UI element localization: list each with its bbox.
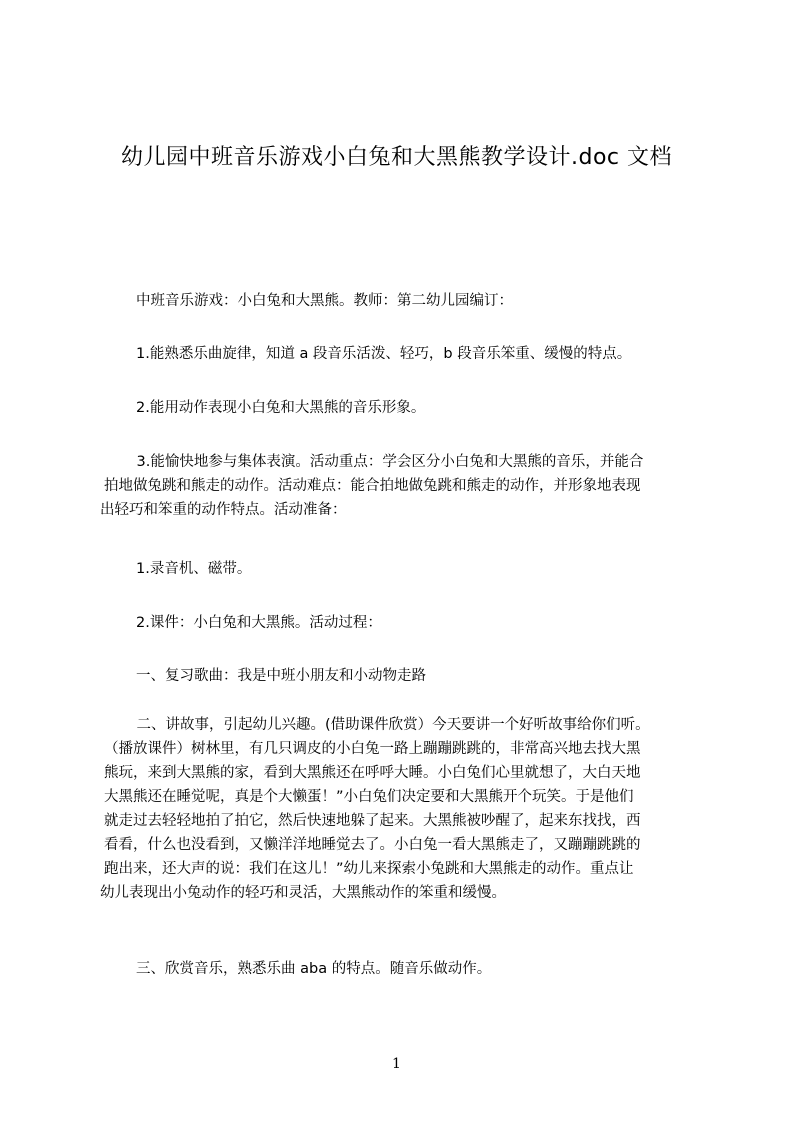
paragraph-goal-2: 2.能用动作表现小白兔和大黑熊的音乐形象。	[136, 400, 426, 416]
page-number: 1	[392, 1056, 401, 1072]
paragraph-step-2	[100, 713, 700, 905]
paragraph-step-1: 一、复习歌曲：我是中班小朋友和小动物走路	[136, 668, 426, 684]
paragraph-line: 就走过去轻轻地拍了拍它，然后快速地躲了起来。大黑熊被吵醒了，起来东找找，西	[104, 813, 641, 829]
paragraph-line: 熊玩，来到大黑熊的家，看到大黑熊还在呼呼大睡。小白兔们心里就想了，大白天地	[104, 765, 641, 781]
paragraph-prep-2: 2.课件：小白兔和大黑熊。活动过程：	[136, 615, 382, 631]
paragraph-line: 拍地做兔跳和熊走的动作。活动难点：能合拍地做兔跳和熊走的动作，并形象地表现	[104, 478, 641, 494]
document-title: 幼儿园中班音乐游戏小白兔和大黑熊教学设计.doc 文档	[120, 145, 672, 170]
paragraph-line: 看看，什么也没看到，又懒洋洋地睡觉去了。小白兔一看大黑熊走了，又蹦蹦跳跳的	[104, 837, 641, 853]
paragraph-line: 幼儿表现出小兔动作的轻巧和灵活，大黑熊动作的笨重和缓慢。	[100, 885, 506, 901]
paragraph-goal-1: 1.能熟悉乐曲旋律，知道 a 段音乐活泼、轻巧，b 段音乐笨重、缓慢的特点。	[136, 346, 632, 362]
paragraph-line: 二、讲故事，引起幼儿兴趣。(借助课件欣赏）今天要讲一个好听故事给你们听。	[122, 717, 650, 733]
paragraph-line: 大黑熊还在睡觉呢，真是个大懒蛋！”小白兔们决定要和大黑熊开个玩笑。于是他们	[104, 789, 634, 805]
paragraph-step-3: 三、欣赏音乐，熟悉乐曲 aba 的特点。随音乐做动作。	[136, 961, 492, 977]
paragraph-prep-1: 1.录音机、磁带。	[136, 561, 252, 577]
paragraph-line: （播放课件）树林里，有几只调皮的小白兔一路上蹦蹦跳跳的，非常高兴地去找大黑	[104, 741, 641, 757]
paragraph-goal-3	[100, 450, 700, 522]
paragraph-line: 3.能愉快地参与集体表演。活动重点：学会区分小白兔和大黑熊的音乐，并能合	[122, 454, 644, 470]
paragraph-line: 跑出来，还大声的说：我们在这儿！”幼儿来探索小兔跳和大黑熊走的动作。重点让	[104, 861, 634, 877]
paragraph-intro: 中班音乐游戏：小白兔和大黑熊。教师：第二幼儿园编订：	[136, 293, 513, 309]
paragraph-line: 出轻巧和笨重的动作特点。活动准备：	[100, 502, 347, 518]
